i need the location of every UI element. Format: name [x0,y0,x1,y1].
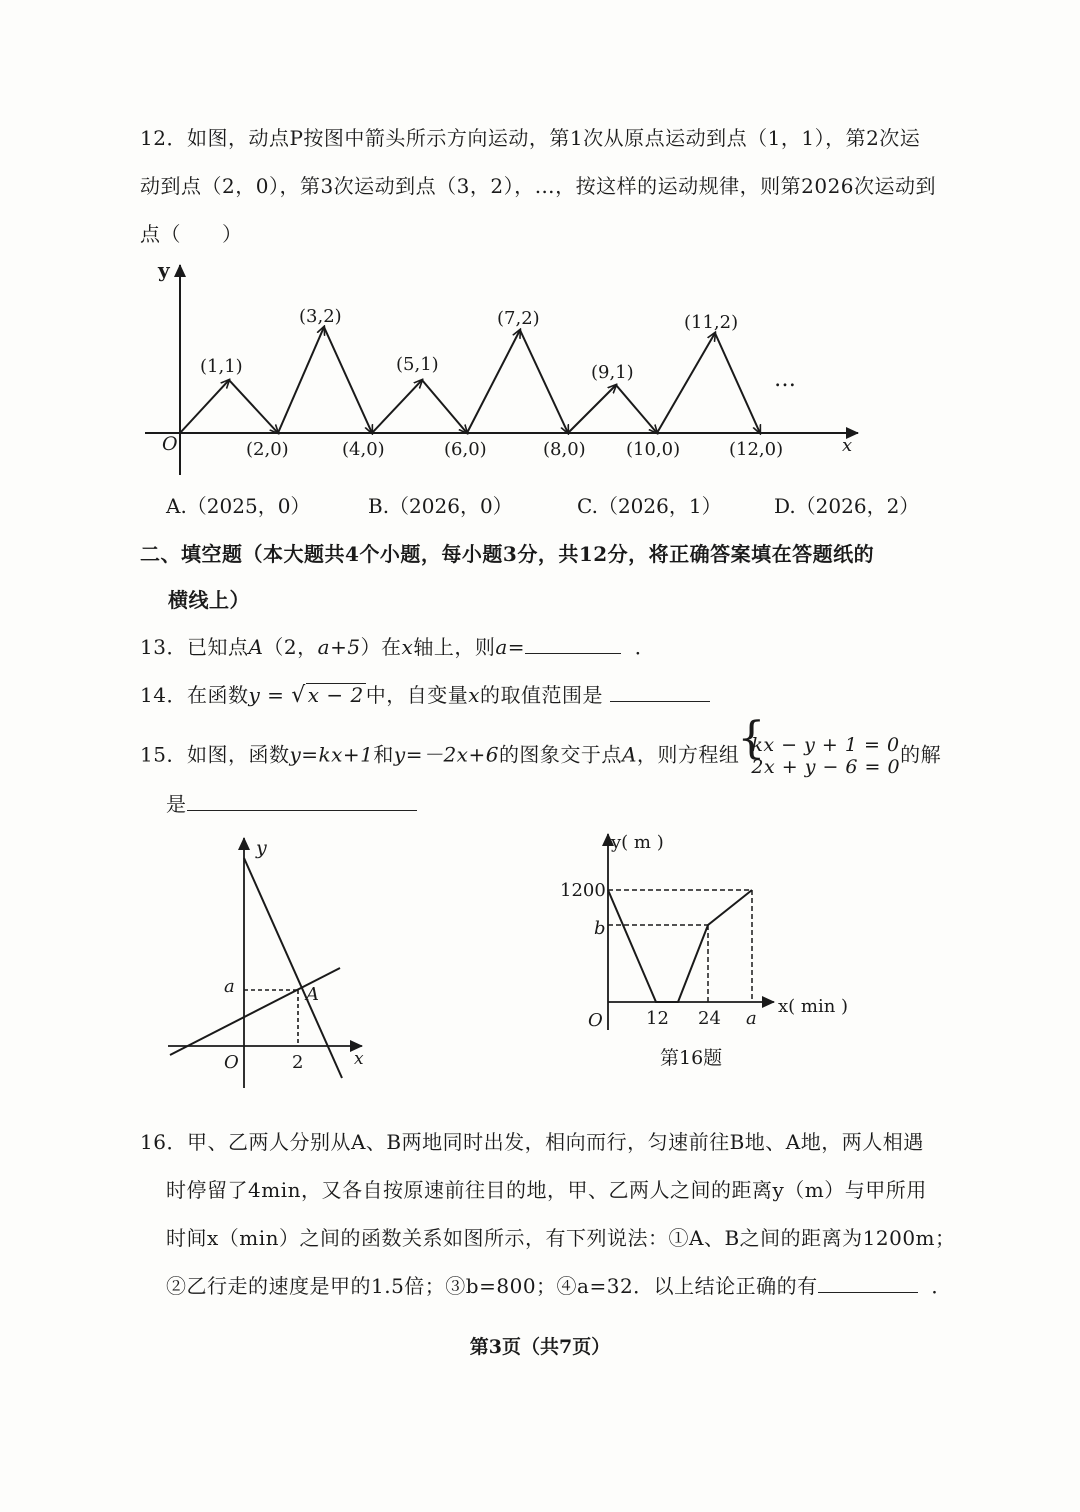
q12-bottom-point: (2,0) [246,439,289,460]
q16-y-b: b [594,918,606,939]
q16-answer-blank[interactable] [818,1272,918,1293]
q12-bottom-point: (12,0) [729,439,784,460]
q15-two-label: 2 [292,1052,304,1073]
q12-bottom-point: (8,0) [543,439,586,460]
q12-line-3: 点（ ） [140,222,243,246]
q16-line-1: 16．甲、乙两人分别从A、B两地同时出发，相向而行，匀速前往B地、A地，两人相遇 [140,1130,924,1154]
q12-top-point: (3,2) [299,306,342,327]
q16-line-3: 时间x（min）之间的函数关系如图所示，有下列说法：①A、B之间的距离为1200m； [166,1226,956,1250]
q12-bottom-point: (4,0) [342,439,385,460]
q15-y-label: y [256,837,267,859]
q13: 13．已知点A（2，a+5）在x轴上，则a= ． [140,635,656,659]
q15: 15．如图，函数y=kx+1和y=－2x+6的图象交于点A，则方程组 { kx − y + 1 = 0 2x + y − 6 = 0 的解 [140,734,950,778]
q12-bottom-point: (6,0) [444,439,487,460]
q12-option-a: A.（2025，0） [166,494,311,518]
q12-top-point: (11,2) [684,312,739,333]
q12-top-point: (7,2) [497,308,540,329]
q12-line-1: 12．如图，动点P按图中箭头所示方向运动，第1次从原点运动到点（1，1），第2次运 [140,126,921,150]
q16-x-a: a [746,1008,757,1029]
q16-line-2: 时停留了4min，又各自按原速前往目的地，甲、乙两人之间的距离y（m）与甲所用 [166,1178,927,1202]
q12-bottom-point: (10,0) [626,439,681,460]
q12-option-b: B.（2026，0） [368,494,513,518]
q15-line-2: 是 [166,790,976,818]
section-2-heading: 二、填空题（本大题共4个小题，每小题3分，共12分，将正确答案填在答题纸的 [140,542,875,566]
q12-line-2: 动到点（2，0），第3次运动到点（3，2），…，按这样的运动规律，则第2026次运动到 [140,174,937,198]
q12-ellipsis: … [774,367,796,392]
q15-x-label: x [354,1049,364,1069]
q12-top-point: (5,1) [396,354,439,375]
q12-top-point: (1,1) [200,356,243,377]
q12-x-label: x [842,435,853,456]
q16-distance-curve [608,890,752,1002]
q12-y-label: y [158,258,170,282]
q16-x-label: x( min ) [778,996,849,1017]
q16-caption: 第16题 [660,1047,723,1069]
page-footer: 第3页（共7页） [469,1336,611,1358]
q16-y-label: y( m ) [611,832,664,853]
q16-y-1200: 1200 [560,880,606,901]
q15-a-label: a [224,976,235,997]
q15-equation-system: { kx − y + 1 = 0 2x + y − 6 = 0 [739,734,900,778]
q15-point-a: A [306,984,319,1005]
q12-option-d: D.（2026，2） [774,494,920,518]
section-2-heading-cont: 横线上） [168,588,250,612]
q12-origin: O [162,433,178,455]
q15-origin: O [224,1052,239,1073]
q16-line-4: ②乙行走的速度是甲的1.5倍；③b=800；④a=32．以上结论正确的有 ． [166,1274,952,1298]
q16-origin: O [588,1010,603,1031]
q16-x-24: 24 [698,1008,721,1029]
q12-option-c: C.（2026，1） [577,494,722,518]
q12-top-point: (9,1) [591,362,634,383]
q16-x-12: 12 [646,1008,669,1029]
q14: 14．在函数y = √ x − 2 中，自变量x的取值范围是 [140,681,950,710]
